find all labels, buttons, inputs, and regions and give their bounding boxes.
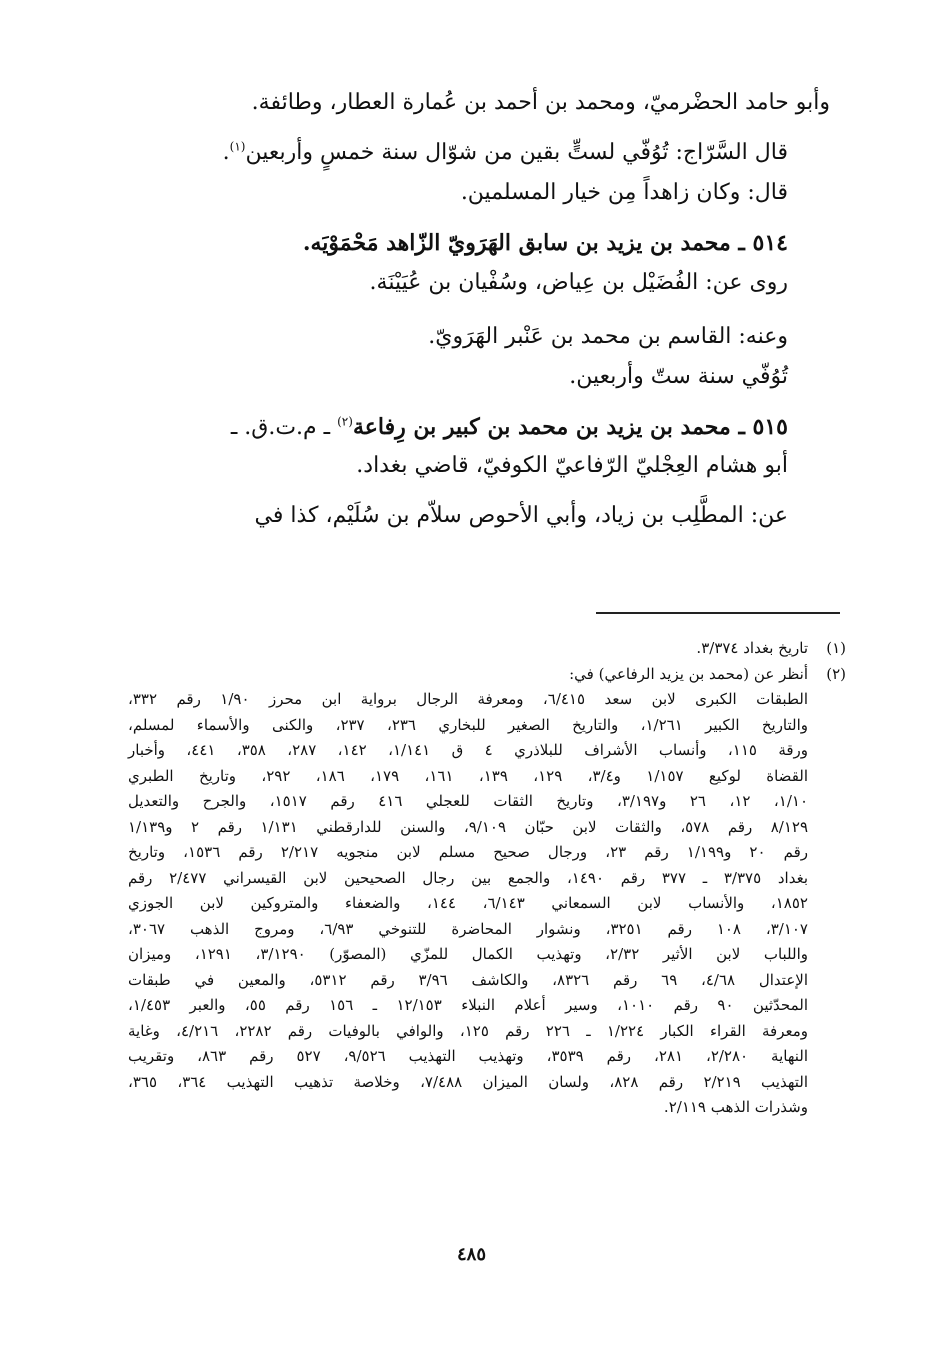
line-9-text: أبو هشام العِجْليّ الرّفاعيّ الكوفيّ، قاضي بغداد. xyxy=(356,453,788,478)
text-line-5 xyxy=(120,268,830,298)
footnote-2-line: واللباب لابن الأثير ٢/٣٢، وتهذيب الكمال للمزّي (المصوّر) ٣/١٢٩٠، ١٢٩١، وميزان xyxy=(128,945,809,963)
footnote-2-line: الإعتدال ٤/٦٨، ٦٩ رقم ٨٣٢٦، والكاشف ٣/٩٦ رقم ٥٣١٢، والمعين في طبقات xyxy=(128,970,808,989)
entry-heading-514 xyxy=(120,228,830,258)
page-number: ٤٨٥ xyxy=(456,1244,486,1265)
footnote-2-line: المحدّثين ٩٠ رقم ١٠١٠، وسير أعلام النبلاء ١٢/١٥٣ ـ ١٥٦ رقم ٥٥، والعبر ١/٤٥٣، xyxy=(128,996,809,1014)
footnote-2-last-line: وشذرات الذهب ٢/١١٩. xyxy=(663,1098,808,1116)
footnote-2-line: بغداد ٣/٣٧٥ ـ ٣٧٧ رقم ١٤٩٠، والجمع بين رجال الصحيحين لابن القيسراني ٢/٤٧٧ رقم xyxy=(128,868,809,887)
footnotes-block xyxy=(128,636,846,1121)
footnote-1 xyxy=(128,636,846,662)
footnote-1-text: تاريخ بغداد ٣/٣٧٤. xyxy=(696,639,808,657)
footnote-2-intro xyxy=(128,662,846,688)
line-7-text: تُوُفّي سنة ستّ وأربعين. xyxy=(569,364,788,389)
line-10-text: عن: المطَّلِب بن زياد، وأبي الأحوص سلاّم بن سُلَيْم، كذا في xyxy=(254,503,788,528)
footnote-2-line: ١٨٥٢، والأنساب لابن السمعاني ٦/١٤٣، ١٤٤، والضعفاء والمتروكين لابن الجوزي xyxy=(128,894,808,912)
footnote-2-number: (٢) xyxy=(826,664,846,683)
footnote-2-intro-text: أنظر عن (محمد بن يزيد الرفاعي) في: xyxy=(569,664,808,683)
footnote-separator xyxy=(596,612,840,614)
text-line-3 xyxy=(120,178,830,208)
footnote-2-line: ٣/١٠٧، ١٠٨ رقم ٣٢٥١، ونشوار المحاضرة للتنوخي ٦/٩٣، ومروج الذهب ٣٠٦٧، xyxy=(128,919,808,938)
footnote-2-line: التهذيب ٢/٢١٩ رقم ٨٢٨، ولسان الميزان ٧/٤٨٨، وخلاصة تذهيب التهذيب ٣٦٤، ٣٦٥، xyxy=(128,1072,809,1091)
footnote-2-line: الطبقات الكبرى لابن سعد ٦/٤١٥، ومعرفة الرجال برواية ابن محرز ١/٩٠ رقم ٣٣٢، xyxy=(128,690,808,708)
entry-heading-515 xyxy=(120,412,830,443)
footnote-1-number: (١) xyxy=(826,639,846,657)
entry-515-sigla: ـ م.ت.ق. ـ xyxy=(230,415,338,440)
text-line-9 xyxy=(120,451,830,481)
main-text-block xyxy=(120,88,830,531)
text-line-1 xyxy=(120,88,830,118)
footnote-2-line: ومعرفة القراء الكبار ١/٢٢٤ ـ ٢٢٦ رقم ١٢٥، والوافي بالوفيات رقم ٢٢٨٢، ٤/٢١٦، وغاية xyxy=(128,1021,809,1040)
footnote-ref-1[interactable]: (١) xyxy=(229,139,246,154)
entry-514-title: ٥١٤ ـ محمد بن يزيد بن سابق الهَرَويّ الزّاهد مَحْمَوْيَه. xyxy=(302,230,788,256)
footnote-2-line: ورقة ١١٥، وأنساب الأشراف للبلاذري ٤ ق ١/١٤١، ١٤٢، ٢٨٧، ٣٥٨، ٤٤١، وأخبار xyxy=(128,741,809,759)
footnote-2-line: ٨/١٢٩ رقم ٥٧٨، والثقات لابن حبّان ٩/١٠٩، والسنن للدارقطني ١/١٣١ رقم ٢ و١/١٣٩ xyxy=(128,817,809,836)
footnote-2-line: ١/١٠، ١٢، ٢٦ و٣/١٩٧، وتاريخ الثقات للعجلي ٤١٦ رقم ١٥١٧، والجرح والتعديل xyxy=(128,792,809,810)
text-line-2: قال السَّرّاج: تُوُفّي لستٍّ بقين من شوّال سنة خمسٍ وأربعين$^{(١)}$. xyxy=(222,139,788,165)
line-6-text: وعنه: القاسم بن محمد بن عَنْبر الهَرَويّ. xyxy=(428,324,788,349)
footnote-2-line: النهاية ٢/٢٨٠، ٢٨١، رقم ٣٥٣٩، وتهذيب التهذيب ٩/٥٢٦، ٥٢٧ رقم ٨٦٣، وتقريب xyxy=(128,1047,809,1065)
footnote-2-line: رقم ٢٠ و١/١٩٩ رقم ٢٣، ورجال صحيح مسلم لابن منجويه ٢/٢١٧ رقم ١٥٣٦، وتاريخ xyxy=(128,843,809,861)
text-line-7 xyxy=(120,362,830,392)
footnote-2-line: القضاة لوكيع ١/١٥٧ و٣/٤، ١٢٩، ١٣٩، ١٦١، ١٧٩، ١٨٦، ٢٩٢، وتاريخ الطبري xyxy=(128,766,809,785)
line-2-text: قال السَّرّاج: تُوُفّي لستٍّ بقين من شوّال سنة خمسٍ وأربعين xyxy=(245,140,788,165)
entry-515-title: ٥١٥ ـ محمد بن يزيد بن محمد بن كبير بن رِفاعة xyxy=(352,414,788,440)
line-5-text: روى عن: الفُضَيْل بن عِياض، وسُفْيان بن عُيَيْنَة. xyxy=(369,270,788,295)
text-line-6 xyxy=(120,322,830,352)
text-line-10 xyxy=(120,501,830,531)
footnote-2-line: والتاريخ الكبير ١/٢٦١، والتاريخ الصغير للبخاري ٢٣٦، ٢٣٧، والكنى والأسماء لمسلم، xyxy=(128,715,809,734)
line-1-text: وأبو حامد الحضْرميّ، ومحمد بن أحمد بن عُمارة العطار، وطائفة. xyxy=(251,90,830,115)
footnote-ref-2[interactable]: (٢) xyxy=(337,414,353,429)
line-3-text: قال: وكان زاهداً مِن خيار المسلمين. xyxy=(460,180,788,205)
